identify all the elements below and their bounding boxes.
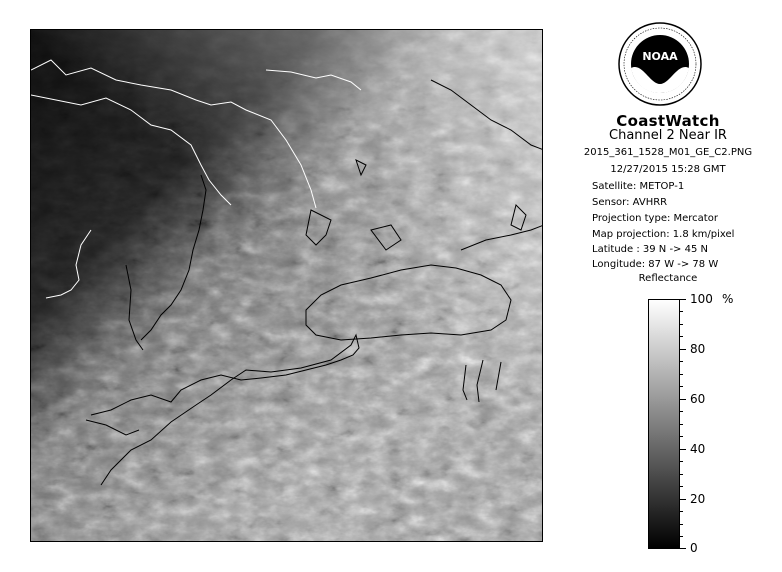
tick-label-60: 60	[690, 392, 706, 406]
tick-label-80: 80	[690, 342, 706, 356]
projection-type-text: Projection type: Mercator	[592, 213, 718, 224]
latitude-text: Latitude : 39 N -> 45 N	[592, 244, 708, 255]
tick-mark	[680, 449, 686, 450]
minor-tick	[680, 474, 683, 475]
tick-mark	[680, 499, 686, 500]
filename-text: 2015_361_1528_M01_GE_C2.PNG	[583, 147, 753, 158]
minor-tick	[680, 436, 683, 437]
reflectance-colorbar	[648, 299, 680, 549]
satellite-map	[30, 29, 543, 542]
satellite-text: Satellite: METOP-1	[592, 181, 685, 192]
minor-tick	[680, 311, 683, 312]
channel-subtitle: Channel 2 Near IR	[609, 128, 727, 143]
legend-unit: %	[722, 292, 734, 306]
minor-tick	[680, 361, 683, 362]
minor-tick	[680, 424, 683, 425]
minor-tick	[680, 511, 683, 512]
colorbar-ticks	[680, 292, 740, 555]
legend-title: Reflectance	[638, 273, 698, 284]
tick-mark	[680, 548, 686, 549]
logo-text: NOAA	[642, 50, 678, 63]
tick-mark	[680, 399, 686, 400]
satellite-image	[31, 30, 543, 542]
datetime-text: 12/27/2015 15:28 GMT	[610, 164, 726, 175]
minor-tick	[680, 324, 683, 325]
map-projection-text: Map projection: 1.8 km/pixel	[592, 229, 735, 240]
minor-tick	[680, 536, 683, 537]
minor-tick	[680, 374, 683, 375]
product-title: CoastWatch	[616, 112, 720, 130]
minor-tick	[680, 524, 683, 525]
tick-label-0: 0	[690, 541, 698, 555]
minor-tick	[680, 411, 683, 412]
minor-tick	[680, 461, 683, 462]
tick-mark	[680, 299, 686, 300]
minor-tick	[680, 336, 683, 337]
tick-label-20: 20	[690, 492, 706, 506]
minor-tick	[680, 486, 683, 487]
tick-label-100: 100	[690, 292, 713, 306]
tick-mark	[680, 349, 686, 350]
longitude-text: Longitude: 87 W -> 78 W	[592, 259, 719, 270]
noaa-logo-icon	[618, 22, 702, 106]
sensor-text: Sensor: AVHRR	[592, 197, 668, 208]
tick-label-40: 40	[690, 442, 706, 456]
minor-tick	[680, 386, 683, 387]
